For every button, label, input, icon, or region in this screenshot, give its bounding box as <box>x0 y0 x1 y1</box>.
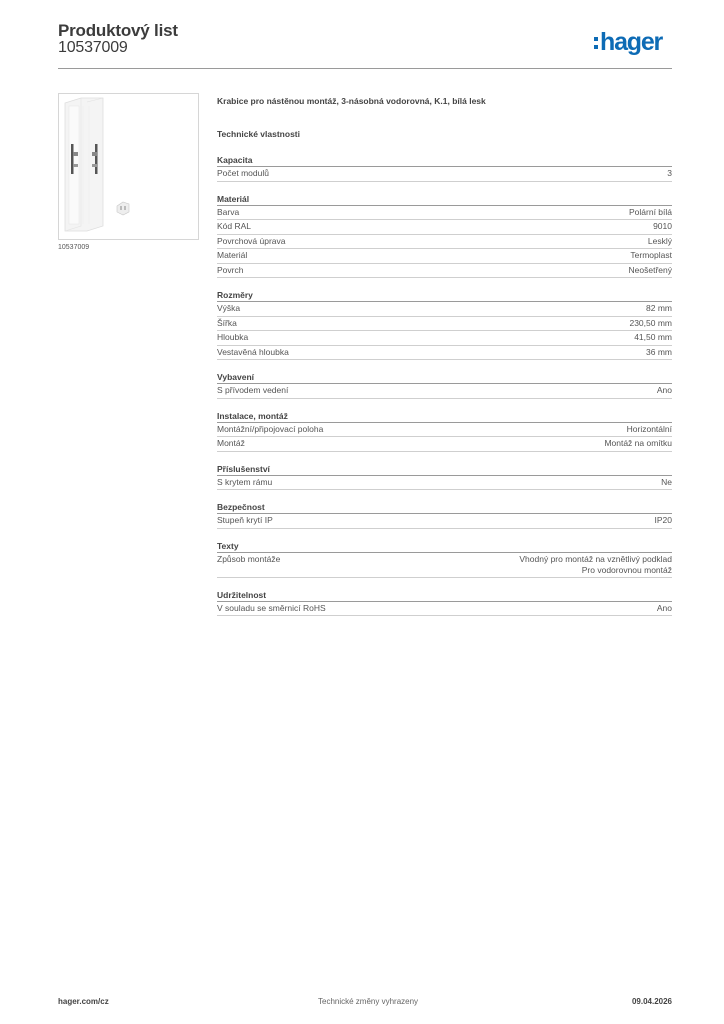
image-caption: 10537009 <box>58 244 90 251</box>
spec-sections <box>217 154 672 616</box>
spec-value: Horizontální <box>626 423 672 434</box>
spec-value: Montáž na omítku <box>604 438 672 448</box>
spec-section <box>217 371 672 399</box>
spec-row <box>217 437 672 452</box>
spec-section <box>217 410 672 452</box>
spec-value: Termoplast <box>630 250 672 260</box>
spec-row <box>217 384 672 399</box>
spec-label: Vestavěná hloubka <box>217 346 289 357</box>
logo-colon-icon <box>594 37 598 49</box>
spec-label: Montážní/připojovací poloha <box>217 423 324 434</box>
spec-section-heading: Rozměry <box>217 289 672 302</box>
spec-label: V souladu se směrnicí RoHS <box>217 602 326 613</box>
product-title: Krabice pro nástěnou montáž, 3-násobná vodorovná, K.1, bílá lesk <box>217 96 486 106</box>
spec-section-heading: Příslušenství <box>217 463 672 476</box>
spec-label: Povrchová úprava <box>217 235 286 246</box>
product-details <box>217 96 672 616</box>
spec-value: 41,50 mm <box>634 332 672 342</box>
spec-value: Vhodný pro montáž na vznětlivý podklad Pro vodorovnou montáž <box>519 553 672 575</box>
spec-row <box>217 553 672 578</box>
spec-section <box>217 193 672 279</box>
spec-section-heading: Texty <box>217 540 672 553</box>
spec-section-heading: Kapacita <box>217 154 672 167</box>
footer-notice: Technické změny vyhrazeny <box>318 997 419 1006</box>
spec-row <box>217 302 672 317</box>
spec-value: 230,50 mm <box>629 317 672 328</box>
spec-section <box>217 589 672 617</box>
spec-row <box>217 206 672 221</box>
spec-value: IP20 <box>654 515 672 525</box>
spec-value: Lesklý <box>647 235 672 246</box>
spec-row <box>217 317 672 332</box>
spec-row <box>217 220 672 235</box>
spec-value: Neošetřený <box>628 264 672 275</box>
spec-row <box>217 249 672 264</box>
spec-section <box>217 289 672 360</box>
technical-properties-heading: Technické vlastnosti <box>217 129 300 139</box>
spec-value: Polární bílá <box>629 206 672 217</box>
spec-label: Povrch <box>217 264 244 275</box>
spec-row <box>217 514 672 529</box>
spec-label: Šířka <box>217 317 237 328</box>
spec-section-heading: Udržitelnost <box>217 589 672 602</box>
spec-label: Hloubka <box>217 332 249 342</box>
spec-section-heading: Bezpečnost <box>217 501 672 514</box>
footer-website: hager.com/cz <box>58 997 109 1006</box>
spec-label: Kód RAL <box>217 221 252 231</box>
spec-value: Ne <box>661 476 672 487</box>
logo-text: hager <box>600 27 663 56</box>
spec-section-heading: Materiál <box>217 193 672 206</box>
spec-value: 36 mm <box>646 346 672 357</box>
page-title: Produktový list <box>58 21 178 40</box>
spec-section <box>217 154 672 182</box>
spec-section <box>217 463 672 491</box>
spec-label: Výška <box>217 303 241 313</box>
header-divider <box>58 68 672 69</box>
hager-logo <box>594 29 662 55</box>
spec-label: Montáž <box>217 438 245 448</box>
spec-row <box>217 167 672 182</box>
spec-section <box>217 540 672 578</box>
spec-label: S krytem rámu <box>217 476 273 487</box>
spec-row <box>217 331 672 346</box>
spec-value: Ano <box>656 385 672 395</box>
product-image <box>58 93 199 240</box>
product-box-illustration <box>59 94 198 239</box>
spec-section-heading: Instalace, montáž <box>217 410 672 423</box>
spec-row <box>217 346 672 361</box>
spec-section <box>217 501 672 529</box>
spec-row <box>217 476 672 491</box>
spec-row <box>217 602 672 617</box>
product-code: 10537009 <box>58 39 128 56</box>
spec-row <box>217 235 672 250</box>
spec-label: Barva <box>217 206 240 217</box>
spec-label: S přívodem vedení <box>217 385 289 395</box>
spec-label: Stupeň krytí IP <box>217 515 273 525</box>
footer-date: 09.04.2026 <box>631 997 672 1006</box>
spec-row <box>217 423 672 438</box>
spec-section-heading: Vybavení <box>217 371 672 384</box>
spec-value: Ano <box>656 602 672 613</box>
spec-label: Počet modulů <box>217 168 269 178</box>
spec-row <box>217 264 672 279</box>
spec-value: 3 <box>667 168 672 178</box>
spec-value: 82 mm <box>646 303 672 313</box>
spec-value: 9010 <box>653 221 672 231</box>
spec-label: Způsob montáže <box>217 553 281 564</box>
spec-label: Materiál <box>217 250 248 260</box>
